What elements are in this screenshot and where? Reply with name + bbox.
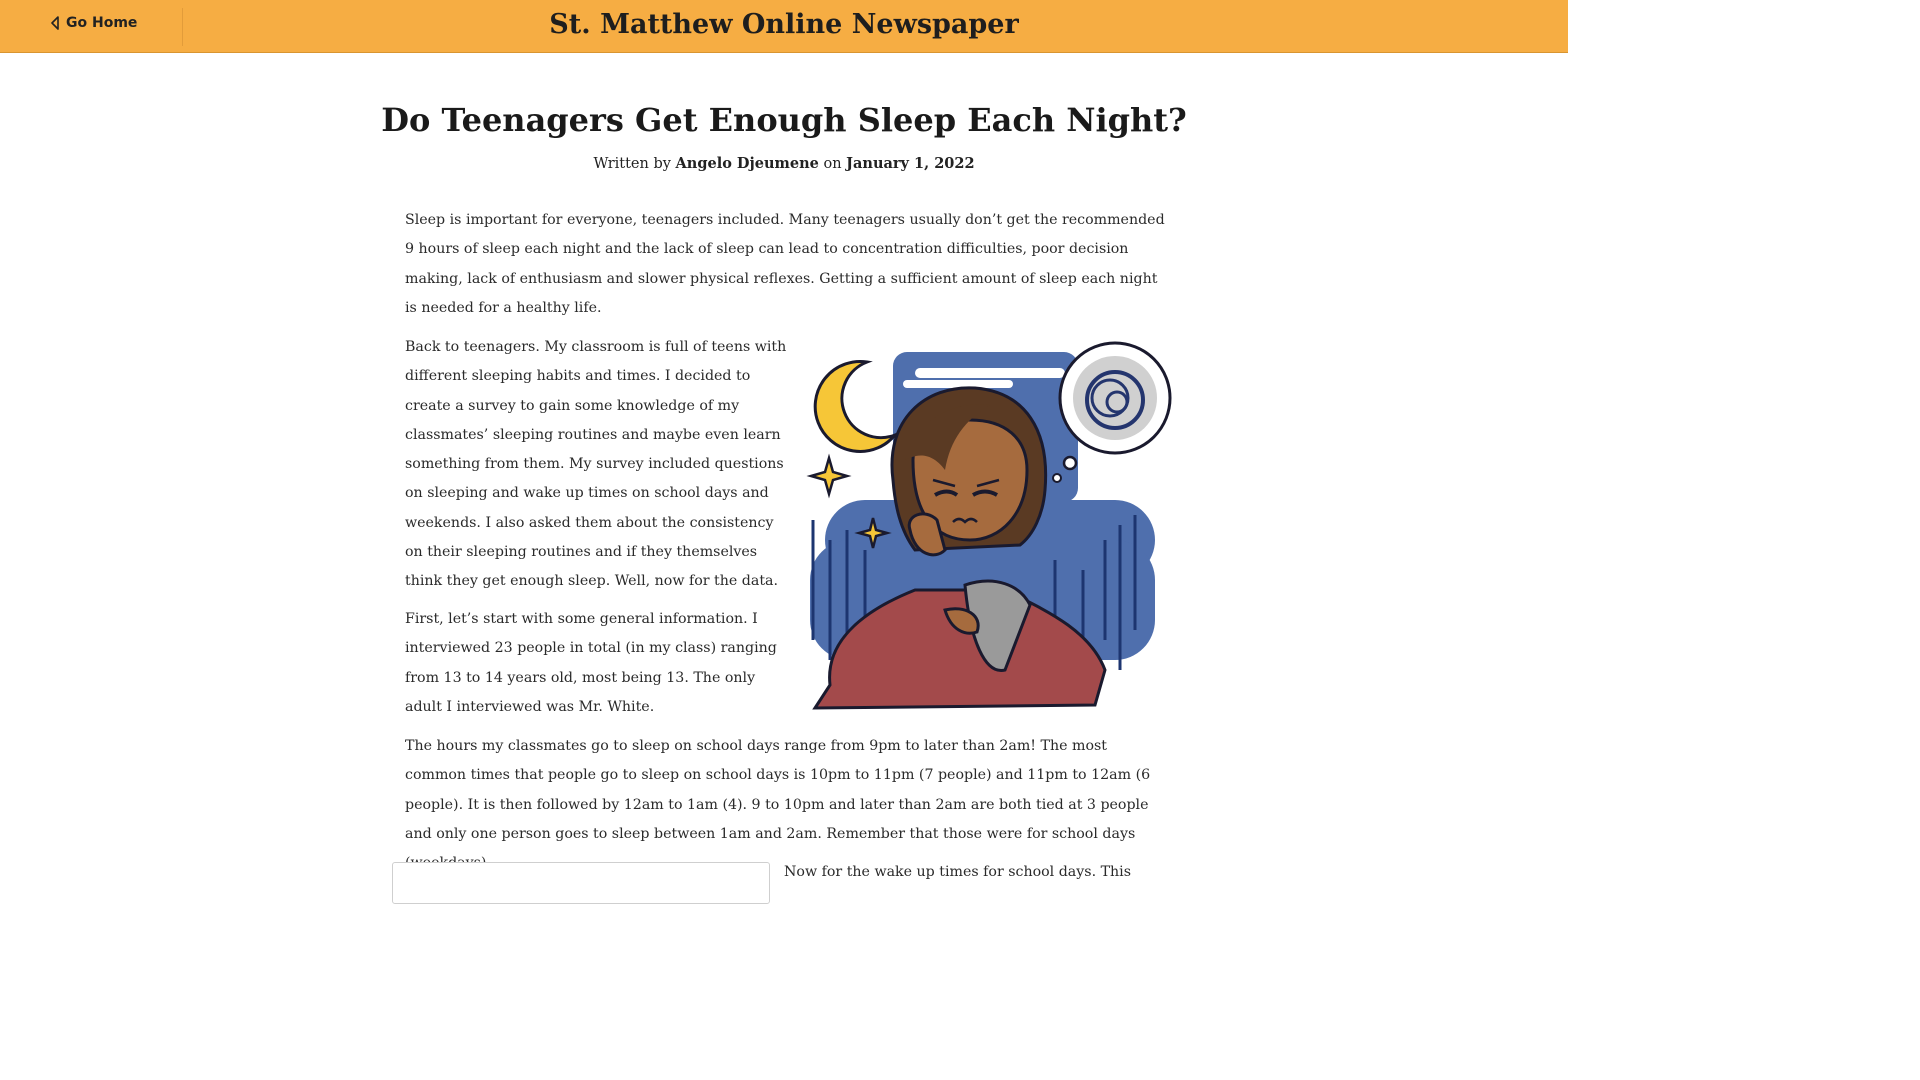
paragraph-general-info: First, let’s start with some general information. I interviewed 23 people in total (in my class) ranging from 13 to 14 years old, most being 13. The only adult I interviewed was Mr. White.	[405, 611, 777, 715]
site-title[interactable]: St. Matthew Online Newspaper	[549, 9, 1019, 40]
article-title: Do Teenagers Get Enough Sleep Each Night?	[381, 101, 1187, 139]
go-home-label: Go Home	[66, 15, 138, 31]
byline	[0, 155, 1568, 172]
paragraph-sleep-times: The hours my classmates go to sleep on school days range from 9pm to later than 2am! The most common times that people go to sleep on school days is 10pm to 11pm (7 people) and 11pm to 12am (6 people). It is then followed by 12am to 1am (4). 9 to 10pm and later than 2am are both tied at 3 people and only one person goes to sleep between 1am and 2am. Remember that those were for school days	[405, 738, 1151, 842]
paragraph-survey: Back to teenagers. My classroom is full of teens with different sleeping habits and times. I decided to create a survey to gain some knowledge of my classmates’ sleeping routines and maybe even learn something from them. My survey included questions on sleeping and wake up times on school days and weekends. I also asked them about the consistency on their sleeping routines and if they themselves think they get enough sleep. Well, now for the data.	[405, 339, 787, 590]
sleepless-girl-illustration	[805, 340, 1175, 712]
paragraph-intro: Sleep is important for everyone, teenagers included. Many teenagers usually don’t get the recommended 9 hours of sleep each night and the lack of sleep can lead to concentration difficulties, poor decision making, lack of enthusiasm and slower physical reflexes. Getting a sufficient amount of sleep each night is needed for a healthy life.	[405, 212, 1165, 316]
paragraph-wake-times: Now for the wake up times for school days. This	[784, 864, 1132, 880]
top-bar	[0, 0, 1568, 53]
chart-frame	[392, 862, 770, 904]
article-date: January 1, 2022	[846, 155, 975, 172]
byline-on: on	[823, 156, 842, 172]
author-name: Angelo Djeumene	[675, 155, 819, 172]
byline-prefix: Written by	[593, 156, 671, 172]
